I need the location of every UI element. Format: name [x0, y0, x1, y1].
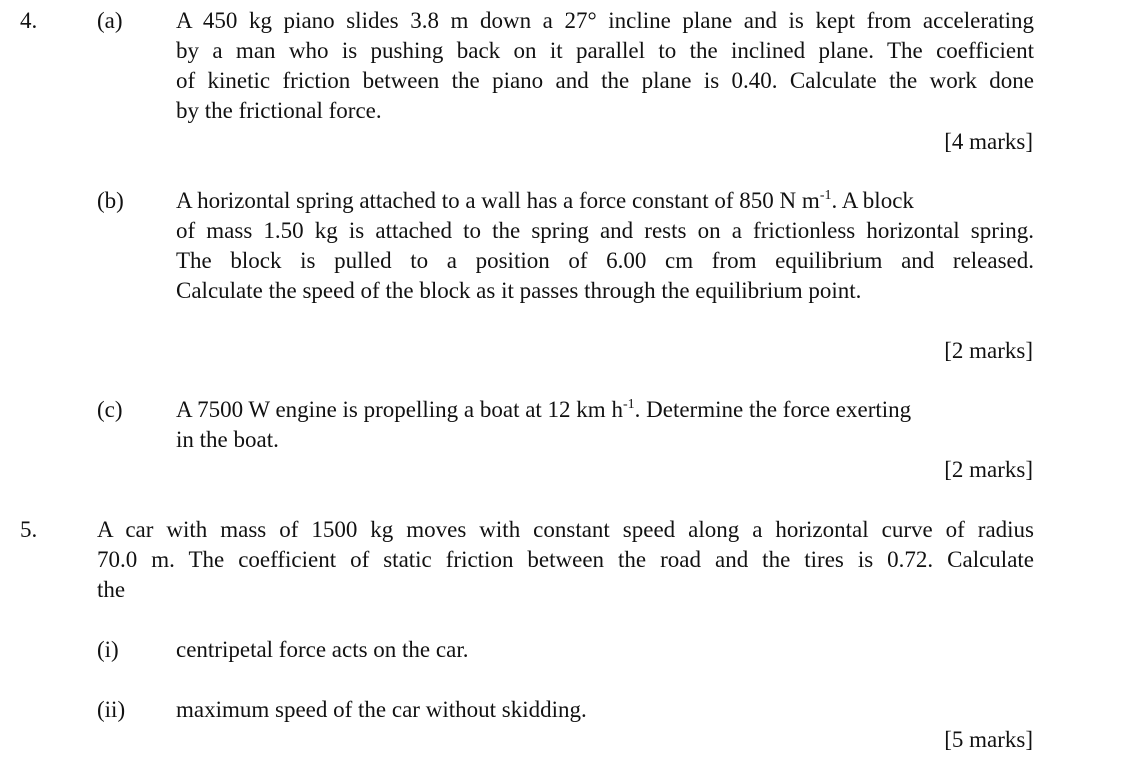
question-5-line-3: the [97, 577, 126, 602]
part-c-line-1-tail: . Determine the force exerting [634, 397, 912, 422]
subpart-ii-text: maximum speed of the car without skidding. [176, 697, 587, 722]
part-a-line-4: by the frictional force. [176, 98, 382, 123]
part-c-line-1-text: A 7500 W engine is propelling a boat at 12 km h [176, 397, 623, 422]
part-b-line-4: Calculate the speed of the block as it passes through the equilibrium point. [176, 278, 862, 303]
part-label-a: (a) [97, 8, 123, 33]
subpart-label-i: (i) [97, 637, 119, 662]
part-b-line-1 [176, 186, 914, 216]
question-5-line-2: 70.0 m. The coefficient of static friction between the road and the tires is 0.72. Calculate [97, 547, 1034, 572]
part-b-line-3: The block is pulled to a position of 6.00 cm from equilibrium and released. [176, 248, 1034, 273]
part-label-c: (c) [97, 397, 123, 422]
part-a-line-1: A 450 kg piano slides 3.8 m down a 27° incline plane and is kept from accelerating [176, 8, 1034, 33]
question-number-4: 4. [20, 8, 38, 33]
part-b-exponent: -1 [819, 188, 832, 203]
marks-5: [5 marks] [944, 727, 1033, 752]
marks-4b: [2 marks] [944, 338, 1033, 363]
subpart-i-text: centripetal force acts on the car. [176, 637, 469, 662]
marks-4a: [4 marks] [944, 129, 1033, 154]
part-b-line-1-tail: . A block [831, 188, 914, 213]
part-a-line-2: by a man who is pushing back on it parallel to the inclined plane. The coefficient [176, 38, 1034, 63]
part-b-line-1-text: A horizontal spring attached to a wall has a force constant of 850 N m [176, 188, 820, 213]
part-c-exponent: -1 [622, 397, 635, 412]
question-5-line-1: A car with mass of 1500 kg moves with constant speed along a horizontal curve of radius [97, 517, 1034, 542]
part-b-line-2: of mass 1.50 kg is attached to the spring and rests on a frictionless horizontal spring. [176, 218, 1034, 243]
marks-4c: [2 marks] [944, 457, 1033, 482]
part-c-line-2: in the boat. [176, 427, 279, 452]
subpart-label-ii: (ii) [97, 697, 126, 722]
part-label-b: (b) [97, 188, 124, 213]
part-c-line-1 [176, 395, 911, 425]
part-a-line-3: of kinetic friction between the piano and the plane is 0.40. Calculate the work done [176, 68, 1034, 93]
question-number-5: 5. [20, 517, 38, 542]
